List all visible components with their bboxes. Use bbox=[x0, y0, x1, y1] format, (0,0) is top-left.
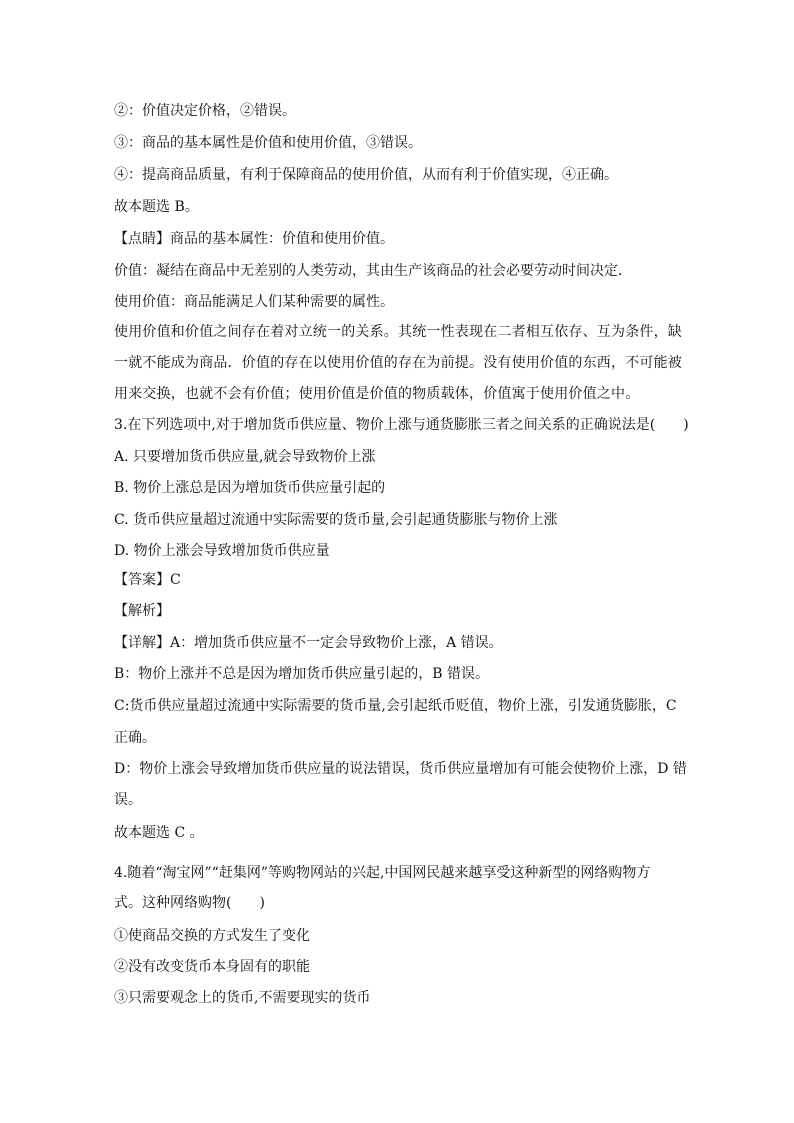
text-line: 使用价值：商品能满足人们某种需要的属性。 bbox=[114, 294, 394, 310]
text-line: ④：提高商品质量，有利于保障商品的使用价值，从而有利于价值实现，④正确。 bbox=[114, 167, 618, 183]
option-b: B. 物价上涨总是因为增加货币供应量引起的 bbox=[114, 480, 386, 496]
text-line: 故本题选 C 。 bbox=[114, 825, 204, 841]
option-c: C. 货币供应量超过流通中实际需要的货币量,会引起通货膨胀与物价上涨 bbox=[114, 512, 558, 528]
text-line: B：物价上涨并不总是因为增加货币供应量引起的，B 错误。 bbox=[114, 666, 490, 682]
text-line: D：物价上涨会导致增加货币供应量的说法错误，货币供应量增加有可能会使物价上涨，D 错 bbox=[114, 761, 687, 777]
text-line: ②：价值决定价格，②错误。 bbox=[114, 103, 296, 119]
option-a: A. 只要增加货币供应量,就会导致物价上涨 bbox=[114, 449, 376, 465]
answer-label: 【答案】C bbox=[114, 572, 181, 588]
statement-3: ③只需要观念上的货币,不需要现实的货币 bbox=[114, 990, 371, 1006]
text-line: 误。 bbox=[114, 792, 142, 808]
text-line: C:货币供应量超过流通中实际需要的货币量,会引起纸币贬值，物价上涨，引发通货膨胀，C bbox=[114, 698, 677, 714]
option-d: D. 物价上涨会导致增加货币供应量 bbox=[114, 543, 330, 559]
text-line: 一就不能成为商品．价值的存在以使用价值的存在为前提。没有使用价值的东西，不可能被 bbox=[114, 355, 682, 371]
statement-2: ②没有改变货币本身固有的职能 bbox=[114, 959, 310, 975]
analysis-label: 【解析】 bbox=[114, 603, 170, 619]
statement-1: ①使商品交换的方式发生了变化 bbox=[114, 928, 310, 944]
question-4-stem-cont: 式。这种网络购物( ) bbox=[114, 895, 265, 911]
text-line: 用来交换，也就不会有价值；使用价值是价值的物质载体，价值寓于使用价值之中。 bbox=[114, 386, 640, 402]
text-line: 使用价值和价值之间存在着对立统一的关系。其统一性表现在二者相互依存、互为条件，缺 bbox=[114, 324, 682, 340]
text-line: 【点睛】商品的基本属性：价值和使用价值。 bbox=[114, 231, 394, 247]
text-line: 【详解】A：增加货币供应量不一定会导致物价上涨，A 错误。 bbox=[114, 635, 503, 651]
question-4-stem: 4.随着“淘宝网”“赶集网”等购物网站的兴起,中国网民越来越享受这种新型的网络购物方 bbox=[114, 865, 651, 881]
text-line: ③：商品的基本属性是价值和使用价值，③错误。 bbox=[114, 135, 422, 151]
question-3-stem: 3.在下列选项中,对于增加货币供应量、物价上涨与通货膨胀三者之间关系的正确说法是( ) bbox=[114, 417, 689, 433]
text-line: 故本题选 B。 bbox=[114, 199, 199, 215]
text-line: 价值：凝结在商品中无差别的人类劳动，其由生产该商品的社会必要劳动时间决定． bbox=[114, 263, 632, 279]
text-line: 正确。 bbox=[114, 730, 156, 746]
